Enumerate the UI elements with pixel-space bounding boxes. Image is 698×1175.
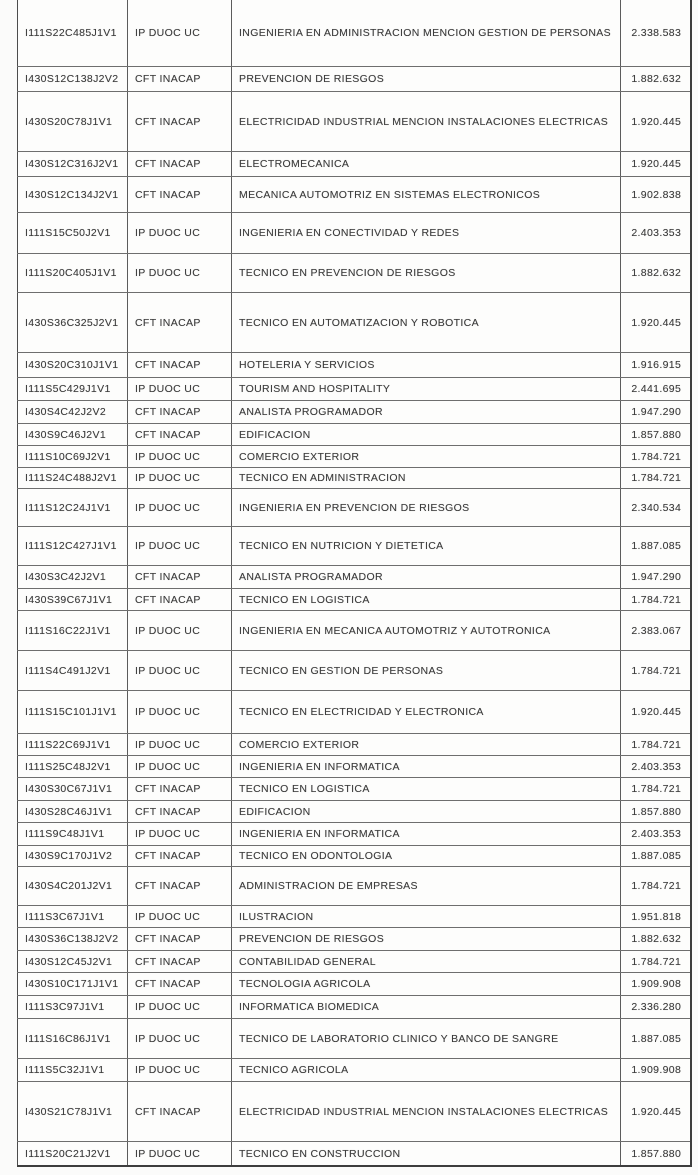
- program-cell: INGENIERIA EN INFORMATICA: [232, 755, 621, 777]
- code-cell: I430S20C78J1V1: [18, 91, 128, 151]
- program-cell: ELECTRICIDAD INDUSTRIAL MENCION INSTALACIONES ELECTRICAS: [232, 91, 621, 151]
- program-cell: INGENIERIA EN MECANICA AUTOMOTRIZ Y AUTOTRONICA: [232, 610, 621, 650]
- institution-cell: CFT INACAP: [128, 972, 232, 995]
- code-cell: I430S28C46J1V1: [18, 800, 128, 822]
- code-cell: I430S36C325J2V1: [18, 292, 128, 352]
- institution-cell: IP DUOC UC: [128, 526, 232, 565]
- table-row: [18, 423, 691, 445]
- institution-cell: IP DUOC UC: [128, 650, 232, 690]
- code-cell: I430S9C46J2V1: [18, 423, 128, 445]
- code-cell: I111S15C101J1V1: [18, 690, 128, 733]
- table-row: [18, 995, 691, 1018]
- program-cell: EDIFICACION: [232, 800, 621, 822]
- value-cell: 1.882.632: [621, 927, 691, 950]
- value-cell: 1.784.721: [621, 866, 691, 905]
- program-cell: TECNICO EN LOGISTICA: [232, 588, 621, 610]
- institution-cell: CFT INACAP: [128, 588, 232, 610]
- code-cell: I111S12C24J1V1: [18, 488, 128, 526]
- table-row: [18, 950, 691, 972]
- program-table-body: [18, 0, 691, 1166]
- table-row: [18, 565, 691, 588]
- value-cell: 1.887.085: [621, 845, 691, 866]
- code-cell: I430S12C45J2V1: [18, 950, 128, 972]
- code-cell: I111S12C427J1V1: [18, 526, 128, 565]
- value-cell: 1.947.290: [621, 565, 691, 588]
- value-cell: 1.951.818: [621, 905, 691, 927]
- program-cell: TECNICO EN LOGISTICA: [232, 777, 621, 800]
- code-cell: I111S20C21J2V1: [18, 1141, 128, 1166]
- institution-cell: IP DUOC UC: [128, 253, 232, 292]
- program-cell: ILUSTRACION: [232, 905, 621, 927]
- program-cell: TECNICO EN PREVENCION DE RIESGOS: [232, 253, 621, 292]
- code-cell: I111S24C488J2V1: [18, 467, 128, 488]
- code-cell: I111S9C48J1V1: [18, 822, 128, 845]
- value-cell: 1.920.445: [621, 690, 691, 733]
- program-cell: TECNOLOGIA AGRICOLA: [232, 972, 621, 995]
- institution-cell: CFT INACAP: [128, 1081, 232, 1141]
- table-row: [18, 733, 691, 755]
- institution-cell: IP DUOC UC: [128, 733, 232, 755]
- code-cell: I111S5C32J1V1: [18, 1058, 128, 1081]
- code-cell: I430S4C201J2V1: [18, 866, 128, 905]
- value-cell: 1.887.085: [621, 526, 691, 565]
- code-cell: I111S4C491J2V1: [18, 650, 128, 690]
- institution-cell: CFT INACAP: [128, 845, 232, 866]
- table-row: [18, 445, 691, 467]
- program-fees-table: [17, 0, 692, 1167]
- code-cell: I430S39C67J1V1: [18, 588, 128, 610]
- table-row: [18, 66, 691, 91]
- institution-cell: CFT INACAP: [128, 176, 232, 212]
- value-cell: 2.340.534: [621, 488, 691, 526]
- code-cell: I111S22C69J1V1: [18, 733, 128, 755]
- program-cell: TECNICO EN CONSTRUCCION: [232, 1141, 621, 1166]
- value-cell: 2.403.353: [621, 822, 691, 845]
- table-row: [18, 866, 691, 905]
- value-cell: 2.338.583: [621, 0, 691, 66]
- institution-cell: CFT INACAP: [128, 423, 232, 445]
- program-cell: ELECTRICIDAD INDUSTRIAL MENCION INSTALACIONES ELECTRICAS: [232, 1081, 621, 1141]
- institution-cell: IP DUOC UC: [128, 488, 232, 526]
- program-cell: TECNICO AGRICOLA: [232, 1058, 621, 1081]
- table-row: [18, 1081, 691, 1141]
- institution-cell: IP DUOC UC: [128, 995, 232, 1018]
- table-row: [18, 1141, 691, 1166]
- table-row: [18, 588, 691, 610]
- program-cell: ADMINISTRACION DE EMPRESAS: [232, 866, 621, 905]
- code-cell: I430S36C138J2V2: [18, 927, 128, 950]
- code-cell: I430S12C134J2V1: [18, 176, 128, 212]
- institution-cell: IP DUOC UC: [128, 212, 232, 253]
- code-cell: I111S3C67J1V1: [18, 905, 128, 927]
- code-cell: I111S16C86J1V1: [18, 1018, 128, 1058]
- program-cell: TECNICO EN NUTRICION Y DIETETICA: [232, 526, 621, 565]
- program-cell: CONTABILIDAD GENERAL: [232, 950, 621, 972]
- code-cell: I111S5C429J1V1: [18, 377, 128, 400]
- code-cell: I111S15C50J2V1: [18, 212, 128, 253]
- table-row: [18, 755, 691, 777]
- table-row: [18, 690, 691, 733]
- institution-cell: IP DUOC UC: [128, 445, 232, 467]
- code-cell: I111S20C405J1V1: [18, 253, 128, 292]
- code-cell: I430S12C138J2V2: [18, 66, 128, 91]
- program-cell: HOTELERIA Y SERVICIOS: [232, 352, 621, 377]
- institution-cell: CFT INACAP: [128, 800, 232, 822]
- value-cell: 2.336.280: [621, 995, 691, 1018]
- table-row: [18, 1018, 691, 1058]
- institution-cell: CFT INACAP: [128, 352, 232, 377]
- value-cell: 1.857.880: [621, 1141, 691, 1166]
- code-cell: I430S4C42J2V2: [18, 400, 128, 423]
- code-cell: I430S10C171J1V1: [18, 972, 128, 995]
- institution-cell: IP DUOC UC: [128, 690, 232, 733]
- program-cell: TECNICO EN ADMINISTRACION: [232, 467, 621, 488]
- program-cell: INGENIERIA EN CONECTIVIDAD Y REDES: [232, 212, 621, 253]
- value-cell: 1.887.085: [621, 1018, 691, 1058]
- value-cell: 1.920.445: [621, 91, 691, 151]
- table-row: [18, 526, 691, 565]
- table-row: [18, 488, 691, 526]
- code-cell: I111S3C97J1V1: [18, 995, 128, 1018]
- program-cell: TECNICO EN AUTOMATIZACION Y ROBOTICA: [232, 292, 621, 352]
- table-row: [18, 845, 691, 866]
- institution-cell: CFT INACAP: [128, 151, 232, 176]
- code-cell: I111S22C485J1V1: [18, 0, 128, 66]
- code-cell: I430S20C310J1V1: [18, 352, 128, 377]
- institution-cell: CFT INACAP: [128, 565, 232, 588]
- value-cell: 2.403.353: [621, 212, 691, 253]
- table-row: [18, 972, 691, 995]
- table-row: [18, 377, 691, 400]
- table-row: [18, 905, 691, 927]
- table-row: [18, 292, 691, 352]
- program-cell: TECNICO EN ELECTRICIDAD Y ELECTRONICA: [232, 690, 621, 733]
- institution-cell: CFT INACAP: [128, 950, 232, 972]
- value-cell: 1.882.632: [621, 66, 691, 91]
- value-cell: 1.784.721: [621, 733, 691, 755]
- value-cell: 1.784.721: [621, 467, 691, 488]
- institution-cell: IP DUOC UC: [128, 755, 232, 777]
- institution-cell: CFT INACAP: [128, 866, 232, 905]
- table-row: [18, 352, 691, 377]
- code-cell: I111S16C22J1V1: [18, 610, 128, 650]
- program-cell: TECNICO EN ODONTOLOGIA: [232, 845, 621, 866]
- value-cell: 1.784.721: [621, 650, 691, 690]
- institution-cell: CFT INACAP: [128, 91, 232, 151]
- program-cell: TECNICO EN GESTION DE PERSONAS: [232, 650, 621, 690]
- institution-cell: CFT INACAP: [128, 777, 232, 800]
- table-row: [18, 800, 691, 822]
- institution-cell: IP DUOC UC: [128, 1141, 232, 1166]
- program-cell: INFORMATICA BIOMEDICA: [232, 995, 621, 1018]
- program-cell: MECANICA AUTOMOTRIZ EN SISTEMAS ELECTRONICOS: [232, 176, 621, 212]
- value-cell: 1.916.915: [621, 352, 691, 377]
- program-cell: TECNICO DE LABORATORIO CLINICO Y BANCO DE SANGRE: [232, 1018, 621, 1058]
- institution-cell: CFT INACAP: [128, 292, 232, 352]
- program-cell: ANALISTA PROGRAMADOR: [232, 565, 621, 588]
- code-cell: I430S30C67J1V1: [18, 777, 128, 800]
- institution-cell: CFT INACAP: [128, 927, 232, 950]
- value-cell: 1.882.632: [621, 253, 691, 292]
- value-cell: 1.920.445: [621, 1081, 691, 1141]
- institution-cell: IP DUOC UC: [128, 905, 232, 927]
- value-cell: 2.383.067: [621, 610, 691, 650]
- table-row: [18, 253, 691, 292]
- institution-cell: IP DUOC UC: [128, 1018, 232, 1058]
- program-cell: PREVENCION DE RIESGOS: [232, 66, 621, 91]
- institution-cell: IP DUOC UC: [128, 0, 232, 66]
- value-cell: 1.920.445: [621, 292, 691, 352]
- table-row: [18, 151, 691, 176]
- value-cell: 1.920.445: [621, 151, 691, 176]
- value-cell: 1.784.721: [621, 950, 691, 972]
- table-row: [18, 777, 691, 800]
- table-row: [18, 927, 691, 950]
- value-cell: 1.784.721: [621, 588, 691, 610]
- program-cell: COMERCIO EXTERIOR: [232, 733, 621, 755]
- value-cell: 1.784.721: [621, 445, 691, 467]
- institution-cell: IP DUOC UC: [128, 377, 232, 400]
- table-row: [18, 610, 691, 650]
- value-cell: 2.441.695: [621, 377, 691, 400]
- value-cell: 2.403.353: [621, 755, 691, 777]
- value-cell: 1.857.880: [621, 423, 691, 445]
- code-cell: I111S25C48J2V1: [18, 755, 128, 777]
- table-row: [18, 400, 691, 423]
- value-cell: 1.947.290: [621, 400, 691, 423]
- code-cell: I430S21C78J1V1: [18, 1081, 128, 1141]
- program-cell: EDIFICACION: [232, 423, 621, 445]
- program-cell: INGENIERIA EN PREVENCION DE RIESGOS: [232, 488, 621, 526]
- code-cell: I430S9C170J1V2: [18, 845, 128, 866]
- institution-cell: CFT INACAP: [128, 400, 232, 423]
- table-row: [18, 91, 691, 151]
- program-cell: COMERCIO EXTERIOR: [232, 445, 621, 467]
- program-cell: ANALISTA PROGRAMADOR: [232, 400, 621, 423]
- value-cell: 1.857.880: [621, 800, 691, 822]
- code-cell: I111S10C69J2V1: [18, 445, 128, 467]
- program-cell: PREVENCION DE RIESGOS: [232, 927, 621, 950]
- program-cell: ELECTROMECANICA: [232, 151, 621, 176]
- program-cell: INGENIERIA EN INFORMATICA: [232, 822, 621, 845]
- value-cell: 1.909.908: [621, 1058, 691, 1081]
- table-row: [18, 650, 691, 690]
- value-cell: 1.902.838: [621, 176, 691, 212]
- institution-cell: CFT INACAP: [128, 66, 232, 91]
- institution-cell: IP DUOC UC: [128, 822, 232, 845]
- program-cell: INGENIERIA EN ADMINISTRACION MENCION GESTION DE PERSONAS: [232, 0, 621, 66]
- table-row: [18, 212, 691, 253]
- table-row: [18, 467, 691, 488]
- table-row: [18, 822, 691, 845]
- institution-cell: IP DUOC UC: [128, 1058, 232, 1081]
- value-cell: 1.784.721: [621, 777, 691, 800]
- code-cell: I430S12C316J2V1: [18, 151, 128, 176]
- program-cell: TOURISM AND HOSPITALITY: [232, 377, 621, 400]
- code-cell: I430S3C42J2V1: [18, 565, 128, 588]
- table-row: [18, 1058, 691, 1081]
- institution-cell: IP DUOC UC: [128, 610, 232, 650]
- institution-cell: IP DUOC UC: [128, 467, 232, 488]
- value-cell: 1.909.908: [621, 972, 691, 995]
- table-row: [18, 0, 691, 66]
- table-row: [18, 176, 691, 212]
